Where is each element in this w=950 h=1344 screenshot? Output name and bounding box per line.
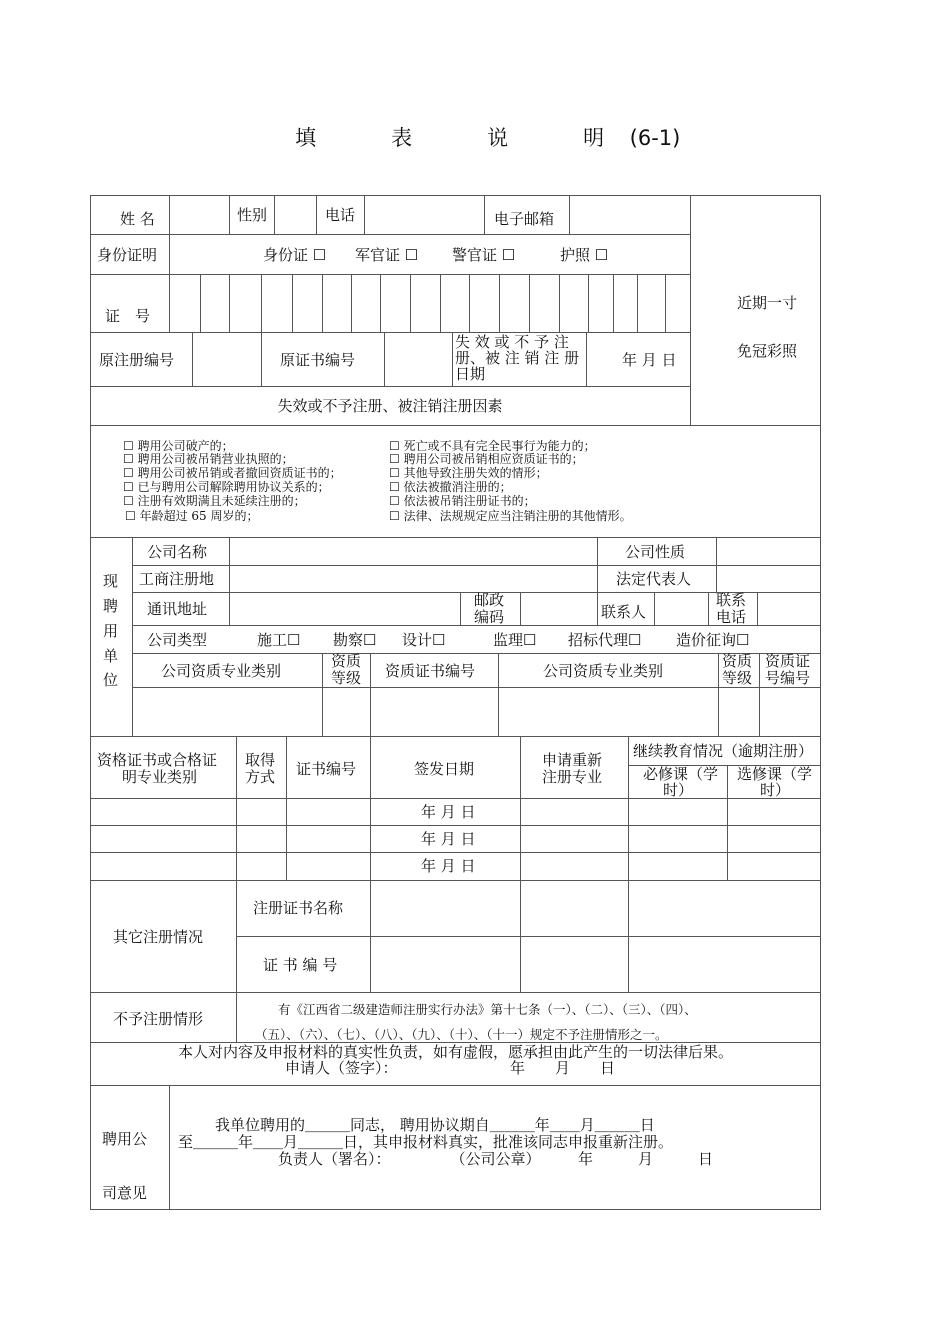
id-proof-label: 身份证明 <box>97 246 158 264</box>
grid-line <box>460 592 461 625</box>
lapse-date-label-1: 失 效 或 不 予 注 <box>455 333 569 351</box>
edu-label: 继续教育情况（逾期注册） <box>633 742 814 760</box>
postal-label-1: 邮政 <box>474 591 505 609</box>
reason-left-4[interactable]: ☐ 已与聘用公司解除聘用协议关系的； <box>123 480 330 494</box>
gender-field[interactable] <box>274 195 316 234</box>
type-supervision-checkbox[interactable]: 监理☐ <box>493 631 537 649</box>
method-label-2: 方式 <box>245 768 276 786</box>
id-type-idcard-checkbox[interactable]: 身份证 ☐ <box>263 246 327 264</box>
reason-left-5[interactable]: ☐ 注册有效期满且未延续注册的； <box>123 494 306 508</box>
reason-left-2[interactable]: ☐ 聘用公司被吊销营业执照的； <box>123 452 294 466</box>
id-digit-divider <box>529 274 530 332</box>
grid-line <box>727 765 728 880</box>
applicant-signature-line[interactable]: 申请人（签字）： 年 月 日 <box>285 1059 616 1077</box>
tel-label-1: 联系 <box>716 591 747 609</box>
grid-line <box>90 736 821 737</box>
id-number-label: 证 号 <box>105 307 151 325</box>
id-digit-divider <box>588 274 589 332</box>
type-construction-checkbox[interactable]: 施工☐ <box>257 631 301 649</box>
id-digit-divider <box>292 274 293 332</box>
id-digit-divider <box>559 274 560 332</box>
legal-rep-field[interactable] <box>716 565 821 592</box>
refuse-text-line2: （五）、（六）、（七）、（八）、（九）、（十）、（十一）规定不予注册情形之一。 <box>255 1027 668 1042</box>
grid-line <box>261 332 262 386</box>
postal-label-2: 编码 <box>474 608 505 626</box>
orig-reg-no-field[interactable] <box>192 332 261 386</box>
cert-category-label-2: 明专业类别 <box>122 768 198 786</box>
grid-line <box>90 852 821 853</box>
elective-course-label-1: 选修课（学 <box>737 765 813 783</box>
grid-line <box>90 234 690 235</box>
lapse-date-label-3: 日期 <box>455 365 486 383</box>
id-digit-divider <box>261 274 262 332</box>
reason-left-1[interactable]: ☐ 聘用公司破产的； <box>123 439 234 453</box>
qual-level-b-label-2: 等级 <box>722 669 753 687</box>
refuse-text-line1: 有《江西省二级建造师注册实行办法》第十七条（一）、（二）、（三）、（四）、 <box>278 1002 697 1017</box>
type-bidding-checkbox[interactable]: 招标代理☐ <box>568 631 642 649</box>
reg-cert-no-label: 证 书 编 号 <box>263 956 338 974</box>
id-digit-divider <box>613 274 614 332</box>
qual-no-b-label-1: 资质证 <box>765 652 811 670</box>
postal-field[interactable] <box>520 592 597 625</box>
qual-level-label-2: 等级 <box>331 669 362 687</box>
legal-rep-label: 法定代表人 <box>616 570 692 588</box>
lapse-date-field[interactable]: 年 月 日 <box>622 351 677 369</box>
reason-right-6[interactable]: ☐ 法律、法规规定应当注销注册的其他情形。 <box>389 509 632 523</box>
phone-field[interactable] <box>364 195 484 234</box>
email-field[interactable] <box>569 195 690 234</box>
type-cost-checkbox[interactable]: 造价征询☐ <box>676 631 750 649</box>
company-nature-field[interactable] <box>716 537 821 565</box>
address-field[interactable] <box>229 592 460 625</box>
id-digit-divider <box>380 274 381 332</box>
opinion-signature-line[interactable]: 负责人（署名）： （公司公章） 年 月 日 <box>278 1150 714 1168</box>
contact-label: 联系人 <box>601 603 647 621</box>
name-field[interactable] <box>169 195 229 234</box>
grid-line <box>452 332 453 386</box>
reason-left-3[interactable]: ☐ 聘用公司被吊销或者撤回资质证书的； <box>123 466 342 480</box>
reg-cert-name-label: 注册证书名称 <box>253 899 344 917</box>
orig-reg-no-label: 原注册编号 <box>99 351 175 369</box>
id-digit-divider <box>200 274 201 332</box>
page-title: 填 表 说 明 (6-1) <box>295 126 681 150</box>
opinion-text-line2[interactable]: 至＿＿＿年＿＿月＿＿＿日，其申报材料真实，批准该同志申报重新注册。 <box>178 1133 674 1151</box>
grid-line <box>90 274 690 275</box>
id-digit-divider <box>440 274 441 332</box>
tel-field[interactable] <box>757 592 821 625</box>
grid-line <box>597 537 598 592</box>
qual-no-b-label-2: 号编号 <box>765 669 811 687</box>
orig-cert-no-label: 原证书编号 <box>280 351 356 369</box>
qual-no-label: 资质证书编号 <box>385 662 476 680</box>
cert-category-label-1: 资格证书或合格证 <box>97 751 218 769</box>
required-course-label-1: 必修课（学 <box>643 765 719 783</box>
refuse-label: 不予注册情形 <box>113 1010 204 1028</box>
qual-category-label: 公司资质专业类别 <box>161 662 282 680</box>
grid-line <box>169 1085 170 1210</box>
method-label-1: 取得 <box>245 751 276 769</box>
reason-right-4[interactable]: ☐ 依法被撤消注册的； <box>389 480 512 494</box>
reason-right-1[interactable]: ☐ 死亡或不具有完全民事行为能力的； <box>389 439 596 453</box>
grid-line <box>90 992 821 993</box>
other-reg-label: 其它注册情况 <box>113 928 204 946</box>
name-label: 姓 名 <box>120 210 155 228</box>
declaration-text: 本人对内容及申报材料的真实性负责，如有虚假，愿承担由此产生的一切法律后果。 <box>177 1043 733 1061</box>
id-type-police-checkbox[interactable]: 警官证 ☐ <box>452 246 516 264</box>
grid-line <box>90 425 821 426</box>
cert-row-2-date[interactable]: 年 月 日 <box>421 830 476 848</box>
grid-line <box>90 798 821 799</box>
issue-date-label: 签发日期 <box>414 760 475 778</box>
reason-right-2[interactable]: ☐ 聘用公司被吊销相应资质证书的； <box>389 452 584 466</box>
id-type-military-checkbox[interactable]: 军官证 ☐ <box>355 246 419 264</box>
qual-level-b-label-1: 资质 <box>722 652 753 670</box>
id-digit-divider <box>229 274 230 332</box>
type-survey-checkbox[interactable]: 勘察☐ <box>333 631 377 649</box>
grid-line <box>236 992 237 1042</box>
address-label: 通讯地址 <box>147 600 208 618</box>
reasons-header: 失效或不予注册、被注销注册因素 <box>277 397 503 415</box>
cert-no-label: 证书编号 <box>296 760 357 778</box>
cert-row-3-date[interactable]: 年 月 日 <box>421 857 476 875</box>
id-digit-divider <box>469 274 470 332</box>
grid-line <box>484 195 485 234</box>
qual-category-label-2: 公司资质专业类别 <box>543 662 664 680</box>
grid-line <box>90 1085 821 1086</box>
company-nature-label: 公司性质 <box>625 543 686 561</box>
orig-cert-no-field[interactable] <box>384 332 452 386</box>
reapply-label-1: 申请重新 <box>542 751 603 769</box>
photo-label-line2: 免冠彩照 <box>737 342 798 360</box>
photo-label-line1: 近期一寸 <box>737 294 798 312</box>
reason-left-6[interactable]: ☐ 年龄超过 65 周岁的； <box>125 509 259 523</box>
company-type-label: 公司类型 <box>147 631 208 649</box>
reg-place-label: 工商注册地 <box>139 570 215 588</box>
opinion-text-line1[interactable]: 我单位聘用的＿＿＿同志， 聘用协议期自＿＿＿年＿＿月＿＿＿日 <box>215 1116 655 1134</box>
gender-label: 性别 <box>237 206 268 224</box>
required-course-label-2: 时） <box>663 781 694 799</box>
reg-cert-name-field[interactable] <box>370 880 821 936</box>
id-type-passport-checkbox[interactable]: 护照 ☐ <box>560 246 609 264</box>
email-label: 电子邮箱 <box>494 210 555 228</box>
company-name-field[interactable] <box>229 537 597 565</box>
grid-line <box>586 332 587 386</box>
qual-entry-row[interactable] <box>132 687 821 736</box>
qual-level-label-1: 资质 <box>331 652 362 670</box>
reapply-label-2: 注册专业 <box>542 768 603 786</box>
opinion-label-1: 聘用公 <box>102 1130 148 1148</box>
reg-place-field[interactable] <box>229 565 597 592</box>
reason-right-3[interactable]: ☐ 其他导致注册失效的情形； <box>389 466 548 480</box>
grid-line <box>286 736 287 880</box>
opinion-label-2: 司意见 <box>102 1184 148 1202</box>
photo-box[interactable] <box>690 195 821 425</box>
reason-right-5[interactable]: ☐ 依法被吊销注册证书的； <box>389 494 536 508</box>
id-digit-divider <box>351 274 352 332</box>
type-design-checkbox[interactable]: 设计☐ <box>402 631 446 649</box>
phone-label: 电话 <box>325 206 356 224</box>
grid-line <box>90 386 690 387</box>
grid-line <box>236 736 237 992</box>
elective-course-label-2: 时） <box>760 781 791 799</box>
id-digit-divider <box>499 274 500 332</box>
reg-cert-no-field[interactable] <box>370 936 821 992</box>
tel-label-2: 电话 <box>716 608 747 626</box>
grid-line <box>316 195 317 234</box>
grid-line <box>708 592 709 625</box>
id-digit-divider <box>410 274 411 332</box>
lapse-date-label-2: 册、被 注 销 注 册 <box>455 349 580 367</box>
grid-line <box>90 825 821 826</box>
cert-row-1-date[interactable]: 年 月 日 <box>421 803 476 821</box>
id-digit-divider <box>665 274 666 332</box>
id-digit-divider <box>637 274 638 332</box>
id-digit-divider <box>322 274 323 332</box>
grid-line <box>597 592 598 625</box>
grid-line <box>229 195 230 234</box>
company-name-label: 公司名称 <box>147 543 208 561</box>
contact-field[interactable] <box>654 592 708 625</box>
